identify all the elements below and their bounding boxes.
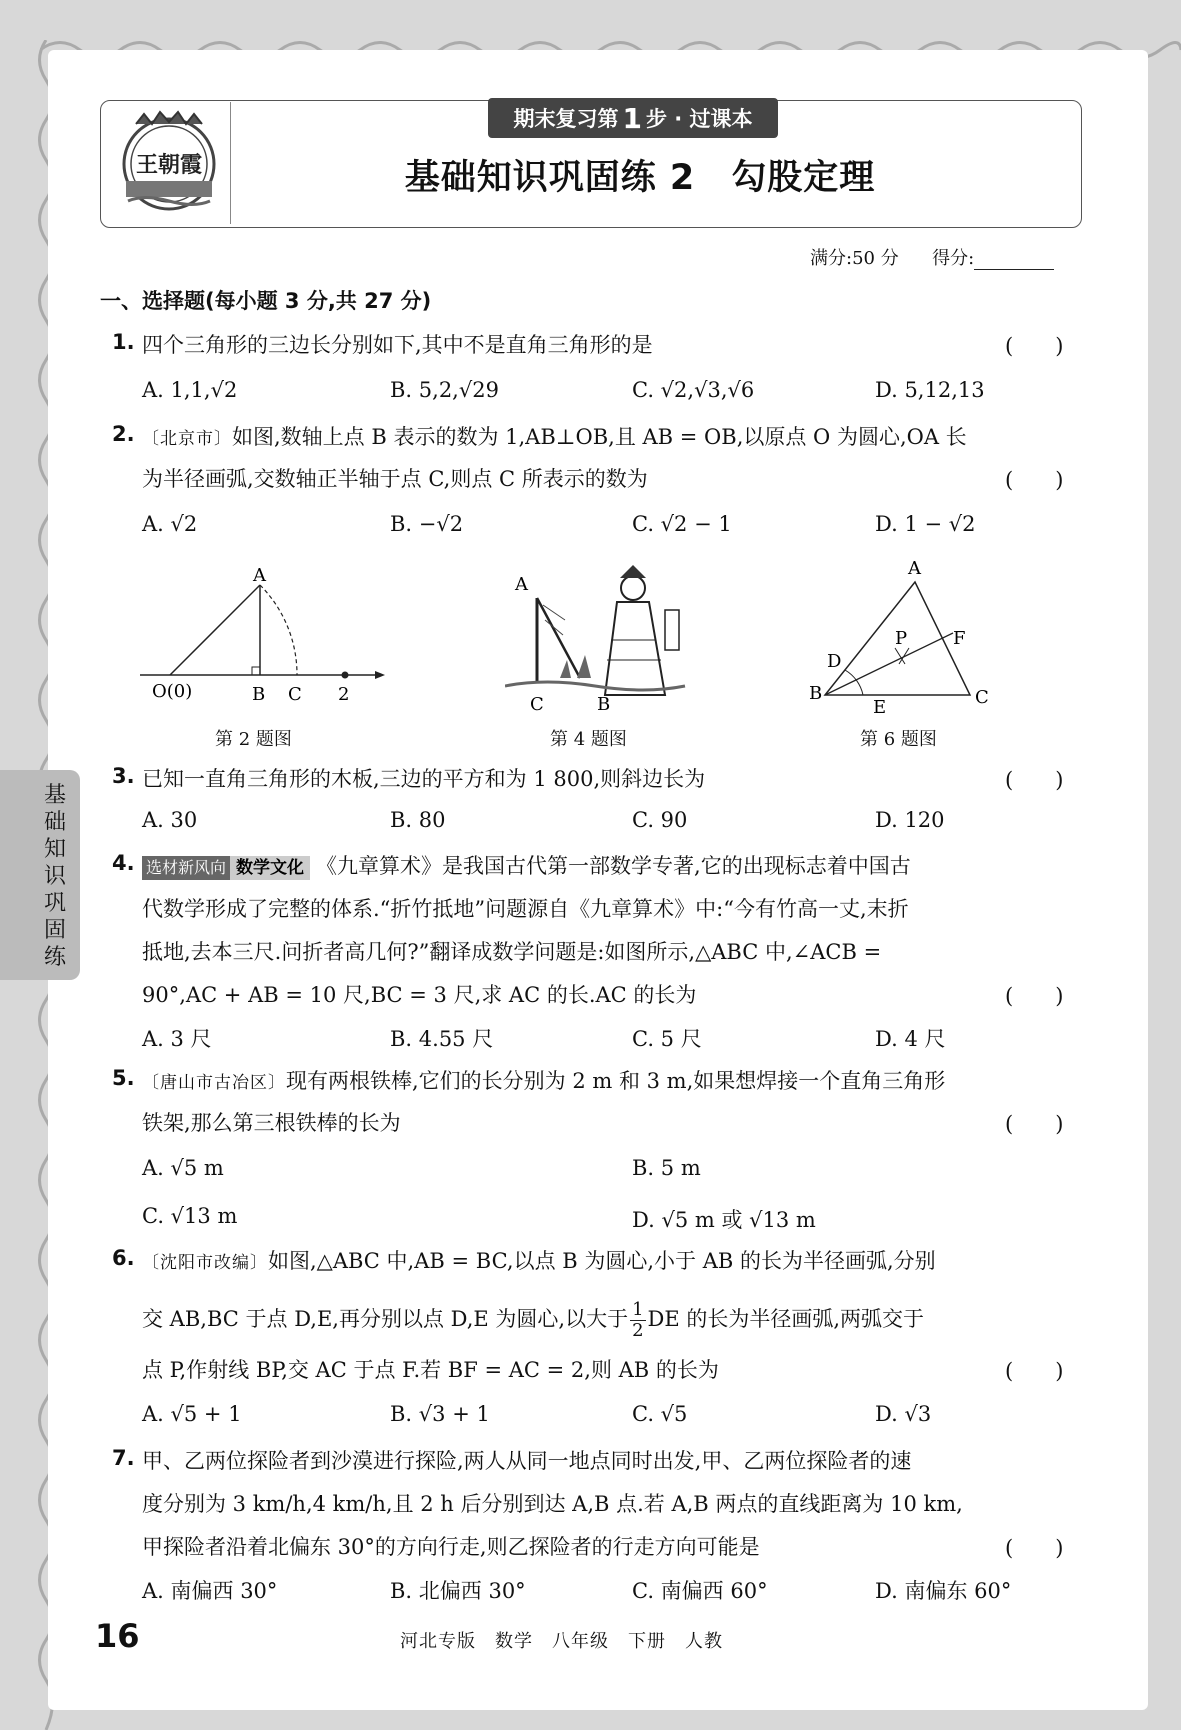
q6-line1: 〔沈阳市改编〕如图,△ABC 中,AB = BC,以点 B 为圆心,小于 AB 的长为半径画弧,分别: [142, 1249, 936, 1273]
tag-new-trend: 选材新风向: [142, 856, 230, 880]
q7-line1: 甲、乙两位探险者到沙漠进行探险,两人从同一地点同时出发,甲、乙两位探险者的速: [142, 1449, 912, 1473]
q4-number: 4.: [112, 851, 135, 875]
q6-line3: 点 P,作射线 BP,交 AC 于点 F.若 BF = AC = 2,则 AB 的长为: [142, 1358, 719, 1382]
q6-option-b[interactable]: B. √3 + 1: [390, 1402, 490, 1426]
header-separator: [230, 102, 231, 224]
q7-answer-blank[interactable]: ( ): [1005, 1536, 1064, 1560]
q7-line3: 甲探险者沿着北偏东 30°的方向行走,则乙探险者的行走方向可能是: [142, 1535, 760, 1559]
fig2-label-B: B: [252, 684, 266, 705]
q4-option-d[interactable]: D. 4 尺: [875, 1027, 946, 1051]
tag-math-culture: 数学文化: [230, 856, 310, 880]
q2-line1: 〔北京市〕如图,数轴上点 B 表示的数为 1,AB⊥OB,且 AB = OB,以原点 O 为圆心,OA 长: [142, 425, 967, 449]
q3-option-c[interactable]: C. 90: [632, 808, 688, 832]
fig6-label-F: F: [953, 628, 966, 649]
q4-line4: 90°,AC + AB = 10 尺,BC = 3 尺,求 AC 的长.AC 的长为: [142, 983, 697, 1007]
q7-number: 7.: [112, 1446, 135, 1470]
q2-answer-blank[interactable]: ( ): [1005, 468, 1064, 492]
q6-answer-blank[interactable]: ( ): [1005, 1359, 1064, 1383]
figure-q4-bamboo-illustration: [505, 560, 695, 720]
side-tab: [0, 770, 80, 980]
q5-line2: 铁架,那么第三根铁棒的长为: [142, 1111, 401, 1135]
footer-edition: 河北专版 数学 八年级 下册 人教: [400, 1631, 723, 1652]
q6-source: 〔沈阳市改编〕: [142, 1253, 268, 1273]
q4-option-b[interactable]: B. 4.55 尺: [390, 1027, 494, 1051]
q5-number: 5.: [112, 1066, 135, 1090]
fig4-label-A: A: [515, 574, 528, 595]
fig2-label-O: O(0): [152, 681, 193, 702]
q4-line2: 代数学形成了完整的体系.“折竹抵地”问题源自《九章算术》中:“今有竹高一丈,末折: [142, 897, 909, 921]
fig2-label-C: C: [288, 684, 302, 705]
q1-option-c[interactable]: C. √2,√3,√6: [632, 378, 755, 402]
q7-option-b[interactable]: B. 北偏西 30°: [390, 1579, 526, 1603]
fig4-label-B: B: [597, 694, 611, 715]
q5-option-a[interactable]: A. √5 m: [142, 1156, 224, 1180]
fig2-label-A: A: [253, 565, 266, 586]
side-tab-label: 基础知识巩固练: [43, 783, 66, 970]
q6-option-a[interactable]: A. √5 + 1: [142, 1402, 242, 1426]
q2-option-d[interactable]: D. 1 − √2: [875, 512, 976, 536]
fig4-label-C: C: [530, 694, 544, 715]
q5-source: 〔唐山市古冶区〕: [142, 1073, 286, 1093]
q6-option-c[interactable]: C. √5: [632, 1402, 688, 1426]
q5-option-d[interactable]: D. √5 m 或 √13 m: [632, 1208, 816, 1232]
q1-stem: 四个三角形的三边长分别如下,其中不是直角三角形的是: [142, 333, 653, 357]
q3-option-d[interactable]: D. 120: [875, 808, 945, 832]
score-line: [810, 244, 1054, 270]
q6-number: 6.: [112, 1246, 135, 1270]
svg-text:王朝霞: 王朝霞: [135, 152, 203, 178]
figure-caption-4: 第 4 题图: [550, 729, 627, 750]
q7-line2: 度分别为 3 km/h,4 km/h,且 2 h 后分别到达 A,B 点.若 A,B 两点的直线距离为 10 km,: [142, 1492, 963, 1516]
full-score: 满分:50 分: [810, 248, 899, 269]
q4-line1: 选材新风向 数学文化 《九章算术》是我国古代第一部数学专著,它的出现标志着中国古: [142, 851, 911, 881]
fig6-label-E: E: [873, 697, 887, 718]
score-label: 得分:: [932, 248, 975, 269]
score-blank[interactable]: [974, 251, 1054, 270]
q4-answer-blank[interactable]: ( ): [1005, 984, 1064, 1008]
page-number: 16: [95, 1617, 140, 1655]
q4-option-c[interactable]: C. 5 尺: [632, 1027, 702, 1051]
q5-option-c[interactable]: C. √13 m: [142, 1204, 238, 1228]
q1-answer-blank[interactable]: ( ): [1005, 334, 1064, 358]
q2-option-c[interactable]: C. √2 − 1: [632, 512, 732, 536]
q1-option-d[interactable]: D. 5,12,13: [875, 378, 985, 402]
figure-q2-number-line: [130, 560, 390, 710]
q2-number: 2.: [112, 422, 135, 446]
section-heading: 一、选择题(每小题 3 分,共 27 分): [100, 289, 432, 313]
tab-prefix: 期末复习第: [513, 107, 619, 131]
fig6-label-C: C: [975, 687, 989, 708]
fraction-one-half: $\frac{1}{2}$: [632, 1299, 644, 1341]
figure-caption-6: 第 6 题图: [860, 729, 937, 750]
q2-option-b[interactable]: B. −√2: [390, 512, 464, 536]
q4-line3: 抵地,去本三尺.问折者高几何?”翻译成数学问题是:如图所示,△ABC 中,∠ACB =: [142, 940, 882, 964]
q1-option-b[interactable]: B. 5,2,√29: [390, 378, 499, 402]
q2-source: 〔北京市〕: [142, 429, 232, 449]
tab-step-number: 1: [622, 101, 642, 135]
q4-option-a[interactable]: A. 3 尺: [142, 1027, 212, 1051]
q3-number: 3.: [112, 764, 135, 788]
q3-answer-blank[interactable]: ( ): [1005, 768, 1064, 792]
q5-option-b[interactable]: B. 5 m: [632, 1156, 701, 1180]
q7-option-c[interactable]: C. 南偏西 60°: [632, 1579, 768, 1603]
q1-option-a[interactable]: A. 1,1,√2: [142, 378, 238, 402]
review-step-tab: [488, 98, 778, 138]
figure-q6-triangle: [805, 560, 1005, 720]
q3-option-b[interactable]: B. 80: [390, 808, 446, 832]
q3-stem: 已知一直角三角形的木板,三边的平方和为 1 800,则斜边长为: [142, 767, 706, 791]
brand-logo-seal: [114, 106, 224, 216]
q6-line2: 交 AB,BC 于点 D,E,再分别以点 D,E 为圆心,以大于 $\frac{1}{2}$ DE 的长为半径画弧,两弧交于: [142, 1299, 925, 1341]
q3-option-a[interactable]: A. 30: [142, 808, 198, 832]
fig6-label-B: B: [809, 683, 823, 704]
figure-caption-2: 第 2 题图: [215, 729, 292, 750]
fig6-label-D: D: [827, 651, 842, 672]
q7-option-d[interactable]: D. 南偏东 60°: [875, 1579, 1012, 1603]
q2-line2: 为半径画弧,交数轴正半轴于点 C,则点 C 所表示的数为: [142, 467, 648, 491]
fig2-label-two: 2: [338, 684, 350, 705]
q7-option-a[interactable]: A. 南偏西 30°: [142, 1579, 278, 1603]
q1-number: 1.: [112, 330, 135, 354]
fig6-label-P: P: [895, 628, 908, 649]
page-title: 基础知识巩固练 2 勾股定理: [404, 158, 876, 198]
q2-option-a[interactable]: A. √2: [142, 512, 198, 536]
q5-line1: 〔唐山市古冶区〕现有两根铁棒,它们的长分别为 2 m 和 3 m,如果想焊接一个直角三角形: [142, 1069, 946, 1093]
fig6-label-A: A: [908, 560, 921, 579]
tab-suffix: 步 · 过课本: [645, 107, 753, 131]
q6-option-d[interactable]: D. √3: [875, 1402, 932, 1426]
q5-answer-blank[interactable]: ( ): [1005, 1112, 1064, 1136]
